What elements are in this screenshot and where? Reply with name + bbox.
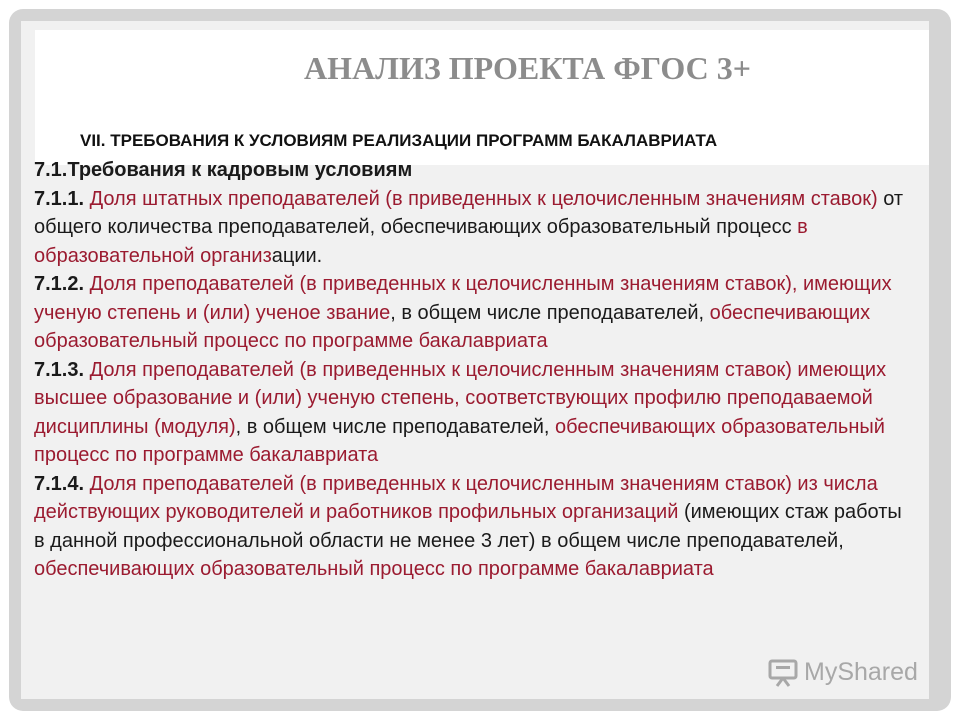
item-text-red: в образовательной организ — [34, 216, 808, 267]
item-text: , в общем числе преподавателей, — [235, 415, 556, 438]
item-number: 7.1.2. — [34, 273, 85, 295]
item-text-red: Доля преподавателей (в приведенных к целочисленным значениям ставок), имеющих ученую степень и (или) ученое звание — [34, 273, 892, 324]
item-7-1-4 — [34, 470, 914, 584]
item-7-1-2 — [34, 270, 914, 356]
watermark-text: MyShared — [804, 658, 918, 686]
item-text: , в общем числе преподавателей, — [390, 301, 710, 324]
presentation-board-icon — [768, 659, 798, 687]
item-text-red: обеспечивающих образовательный процесс по программе бакалавриата — [34, 558, 714, 580]
item-number: 7.1.1. — [34, 187, 85, 210]
item-text: от общего количества преподавателей, обеспечивающих образовательный процесс — [34, 187, 904, 238]
item-text-red: обеспечивающих образовательный процесс по программе бакалавриата — [34, 415, 885, 466]
myshared-watermark — [768, 658, 918, 687]
slide-title: АНАЛИЗ ПРОЕКТА ФГОС 3+ — [304, 50, 751, 86]
item-number: 7.1.4. — [34, 472, 85, 495]
item-text-red: Доля штатных преподавателей (в приведенных к целочисленным значениям ставок) — [84, 187, 878, 210]
requirements-heading: 7.1.Требования к кадровым условиям — [34, 159, 413, 181]
item-text: ации. — [271, 244, 323, 267]
item-text: (имеющих стаж работы в данной профессиональной области не менее 3 лет) в общем числе преподавателей, — [34, 501, 902, 552]
section-subtitle: VII. ТРЕБОВАНИЯ К УСЛОВИЯМ РЕАЛИЗАЦИИ ПРОГРАММ БАКАЛАВРИАТА — [80, 131, 718, 150]
item-7-1-1 — [34, 185, 914, 271]
item-number: 7.1.3. — [34, 358, 85, 381]
item-text-red: Доля преподавателей (в приведенных к целочисленным значениям ставок) из числа действующих руководителей и работников профильных организаций — [34, 472, 878, 523]
item-7-1-3 — [34, 356, 914, 470]
item-text-red: обеспечивающих образовательный процесс по программе бакалавриата — [34, 301, 871, 352]
item-text-red: Доля преподавателей (в приведенных к целочисленным значениям ставок) имеющих высшее образование и (или) ученую степень, соответствующих профилю преподаваемой дисциплины (модуля) — [34, 358, 887, 438]
slide-content — [34, 156, 914, 584]
